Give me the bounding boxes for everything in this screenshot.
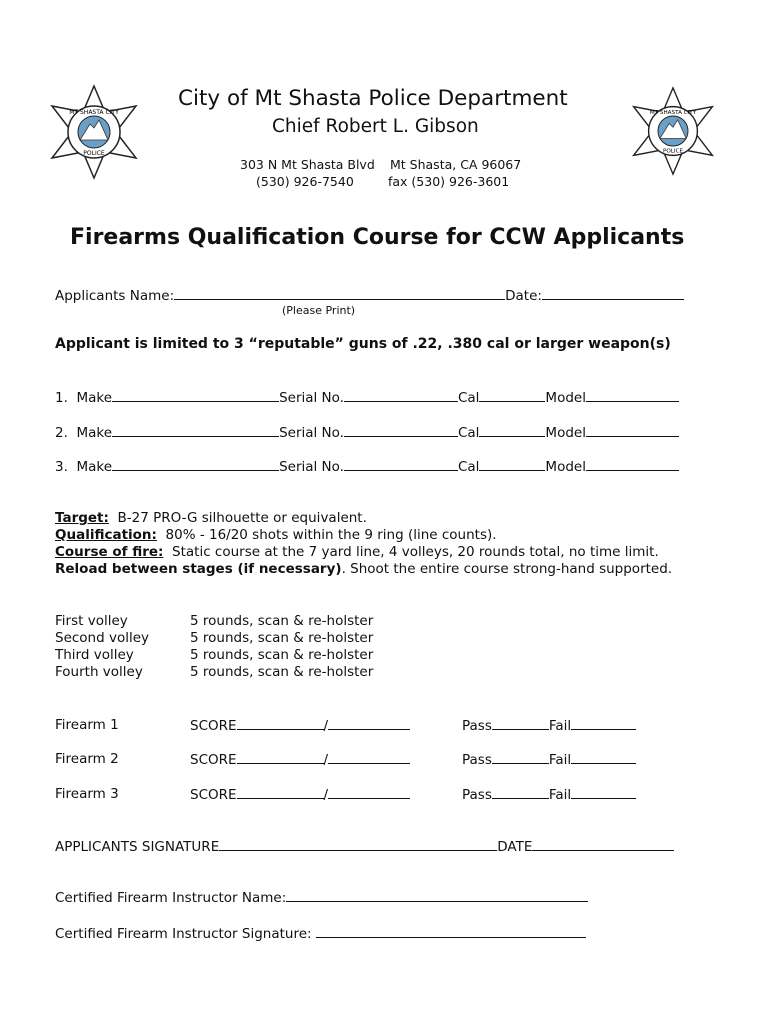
reload-label: Reload between stages (if necessary) <box>55 561 342 577</box>
target-label: Target: <box>55 510 109 526</box>
pass-fail-row <box>462 717 636 734</box>
cal-label: Cal <box>457 390 480 406</box>
volley-name: Third volley <box>55 647 134 663</box>
phone-number: (530) 926-7540 <box>256 174 354 189</box>
score-field[interactable] <box>237 717 324 730</box>
make-label: Make <box>76 459 113 475</box>
target-line <box>55 510 367 526</box>
score-row <box>190 751 410 768</box>
badge-text-bottom: POLICE <box>83 150 105 157</box>
page-title: Firearms Qualification Course for CCW Applicants <box>70 225 685 250</box>
pass-field[interactable] <box>492 786 549 799</box>
address: 303 N Mt Shasta Blvd <box>240 157 375 172</box>
gun-row <box>55 424 679 441</box>
serial-label: Serial No. <box>279 425 344 441</box>
gun-row <box>55 458 679 475</box>
serial-label: Serial No. <box>279 459 344 475</box>
volley-desc: 5 rounds, scan & re-holster <box>190 630 374 646</box>
police-badge-right-icon <box>628 86 718 176</box>
make-label: Make <box>76 425 113 441</box>
applicant-name-row <box>55 287 684 304</box>
cal-field[interactable] <box>479 458 545 471</box>
volley-desc: 5 rounds, scan & re-holster <box>190 613 374 629</box>
instructor-signature-row <box>55 925 586 942</box>
target-text: B-27 PRO-G silhouette or equivalent. <box>117 510 367 526</box>
pass-fail-row <box>462 786 636 803</box>
fax-number: fax (530) 926-3601 <box>388 174 510 189</box>
applicant-name-field[interactable] <box>174 287 505 300</box>
serial-field[interactable] <box>344 389 458 402</box>
make-field[interactable] <box>112 424 279 437</box>
score-slash: / <box>323 752 329 768</box>
score-firearm-label: Firearm 1 <box>55 717 119 733</box>
cal-field[interactable] <box>479 389 545 402</box>
score-slash: / <box>323 787 329 803</box>
department-name: City of Mt Shasta Police Department <box>178 86 568 111</box>
score-label: SCORE <box>190 718 237 734</box>
signature-date-label: DATE <box>497 839 533 855</box>
pass-label: Pass <box>462 718 492 734</box>
serial-label: Serial No. <box>279 390 344 406</box>
instructor-signature-field[interactable] <box>316 925 586 938</box>
serial-field[interactable] <box>344 424 458 437</box>
gun-number: 2. <box>55 425 68 441</box>
gun-row <box>55 389 679 406</box>
score-field[interactable] <box>237 786 324 799</box>
badge-text-top: MT SHASTA CITY <box>69 109 119 116</box>
fail-label: Fail <box>548 752 572 768</box>
fail-field[interactable] <box>571 751 636 764</box>
score-slash: / <box>323 718 329 734</box>
score-total-field[interactable] <box>328 717 410 730</box>
score-row <box>190 717 410 734</box>
fail-label: Fail <box>548 787 572 803</box>
chief-name: Chief Robert L. Gibson <box>272 116 479 137</box>
volley-name: Fourth volley <box>55 664 143 680</box>
cal-field[interactable] <box>479 424 545 437</box>
score-total-field[interactable] <box>328 786 410 799</box>
gun-number: 3. <box>55 459 68 475</box>
pass-label: Pass <box>462 787 492 803</box>
instructor-name-row <box>55 889 588 906</box>
qualification-line <box>55 527 497 543</box>
model-field[interactable] <box>586 389 679 402</box>
instructor-signature-label: Certified Firearm Instructor Signature: <box>55 926 312 942</box>
pass-fail-row <box>462 751 636 768</box>
volley-row <box>55 647 134 663</box>
badge-text-top: MT SHASTA CITY <box>649 110 697 117</box>
score-label: SCORE <box>190 752 237 768</box>
applicant-signature-label: APPLICANTS SIGNATURE <box>55 839 220 855</box>
fail-field[interactable] <box>571 717 636 730</box>
model-label: Model <box>545 390 586 406</box>
date-label: Date: <box>505 288 542 304</box>
score-label: SCORE <box>190 787 237 803</box>
volley-row <box>55 630 149 646</box>
pass-field[interactable] <box>492 717 549 730</box>
reload-line <box>55 561 672 577</box>
limit-note: Applicant is limited to 3 “reputable” guns of .22, .380 cal or larger weapon(s) <box>55 336 671 352</box>
reload-text: . Shoot the entire course strong-hand supported. <box>341 561 673 577</box>
instructor-name-label: Certified Firearm Instructor Name: <box>55 890 287 906</box>
badge-text-bottom: POLICE <box>662 148 684 155</box>
course-text: Static course at the 7 yard line, 4 volleys, 20 rounds total, no time limit. <box>172 544 659 560</box>
signature-date-field[interactable] <box>532 838 674 851</box>
fail-label: Fail <box>548 718 572 734</box>
volley-row <box>55 664 143 680</box>
gun-number: 1. <box>55 390 68 406</box>
course-label: Course of fire: <box>55 544 164 560</box>
volley-name: First volley <box>55 613 128 629</box>
cal-label: Cal <box>457 459 480 475</box>
score-total-field[interactable] <box>328 751 410 764</box>
model-label: Model <box>545 425 586 441</box>
pass-field[interactable] <box>492 751 549 764</box>
qualification-text: 80% - 16/20 shots within the 9 ring (line counts). <box>165 527 497 543</box>
make-field[interactable] <box>112 389 279 402</box>
date-field[interactable] <box>542 287 684 300</box>
score-firearm-label: Firearm 3 <box>55 786 119 802</box>
volley-row <box>55 613 128 629</box>
fail-field[interactable] <box>571 786 636 799</box>
make-label: Make <box>76 390 113 406</box>
score-firearm-label: Firearm 2 <box>55 751 119 767</box>
score-field[interactable] <box>237 751 324 764</box>
model-label: Model <box>545 459 586 475</box>
model-field[interactable] <box>586 424 679 437</box>
volley-desc: 5 rounds, scan & re-holster <box>190 664 374 680</box>
serial-field[interactable] <box>344 458 458 471</box>
course-line <box>55 544 659 560</box>
score-row <box>190 786 410 803</box>
applicant-name-label: Applicants Name: <box>55 288 175 304</box>
pass-label: Pass <box>462 752 492 768</box>
volley-name: Second volley <box>55 630 150 646</box>
applicant-signature-row <box>55 838 674 855</box>
instructor-name-field[interactable] <box>286 889 588 902</box>
city-state-zip: Mt Shasta, CA 96067 <box>390 157 522 172</box>
qualification-label: Qualification: <box>55 527 157 543</box>
police-badge-left-icon <box>46 84 142 180</box>
cal-label: Cal <box>457 425 480 441</box>
volley-desc: 5 rounds, scan & re-holster <box>190 647 374 663</box>
print-note: (Please Print) <box>282 304 356 317</box>
make-field[interactable] <box>112 458 279 471</box>
model-field[interactable] <box>586 458 679 471</box>
applicant-signature-field[interactable] <box>219 838 497 851</box>
